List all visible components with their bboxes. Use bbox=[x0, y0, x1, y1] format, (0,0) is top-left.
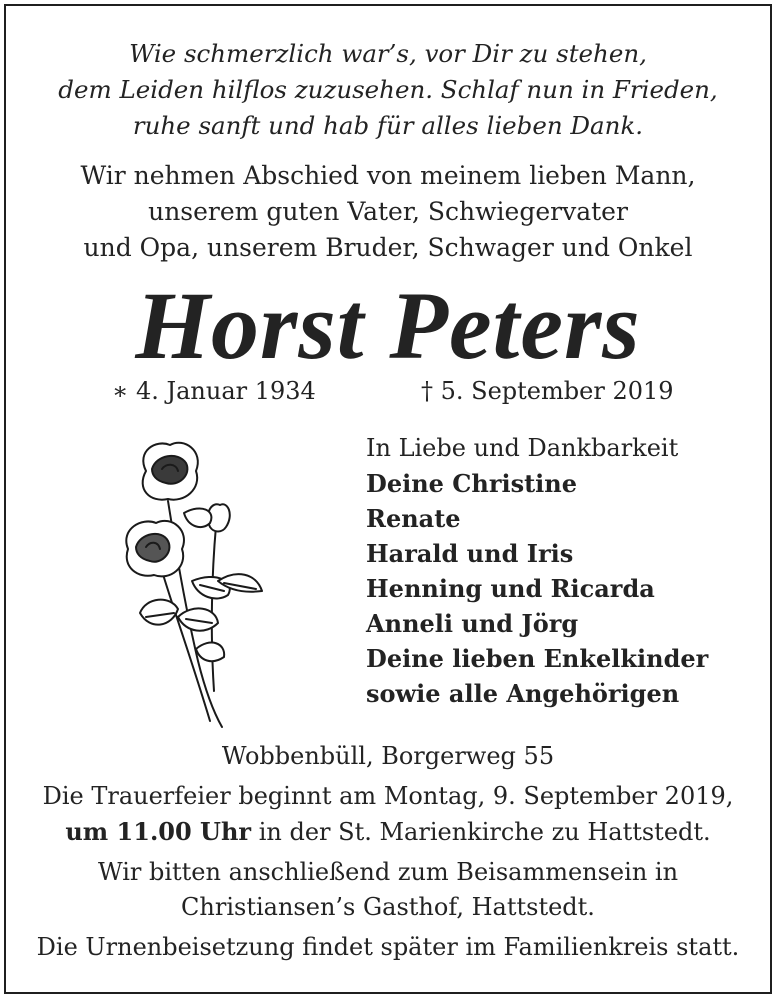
service-time: um 11.00 Uhr bbox=[65, 817, 252, 846]
service-location: in der St. Marienkirche zu Hattstedt. bbox=[251, 818, 711, 846]
mourner-name: Anneli und Jörg bbox=[366, 609, 579, 638]
poem-line: dem Leiden hilflos zuzusehen. Schlaf nun in Frieden, bbox=[58, 75, 718, 104]
service-line: Die Trauerfeier beginnt am Montag, 9. September 2019, bbox=[42, 781, 734, 810]
poem-line: ruhe sanft und hab für alles lieben Dank. bbox=[132, 111, 644, 140]
death-date: † 5. September 2019 bbox=[421, 377, 674, 405]
rose-illustration-icon bbox=[106, 431, 276, 731]
intro-line: Wir nehmen Abschied von meinem lieben Mann, bbox=[80, 161, 696, 190]
mourners-list bbox=[366, 431, 708, 711]
obituary-card bbox=[4, 4, 772, 994]
mourner-name: Harald und Iris bbox=[366, 539, 574, 568]
farewell-intro bbox=[6, 158, 770, 266]
mourner-name: Renate bbox=[366, 504, 461, 533]
gathering-line: Christiansen’s Gasthof, Hattstedt. bbox=[181, 893, 595, 921]
birth-date: ∗ 4. Januar 1934 bbox=[112, 377, 316, 405]
poem bbox=[6, 36, 770, 144]
address: Wobbenbüll, Borgerweg 55 bbox=[221, 742, 555, 770]
intro-line: unserem guten Vater, Schwiegervater bbox=[148, 197, 628, 226]
burial-note: Die Urnenbeisetzung findet später im Familienkreis statt. bbox=[36, 932, 740, 961]
mourner-name: sowie alle Angehörigen bbox=[366, 679, 680, 708]
mourner-name: Henning und Ricarda bbox=[366, 574, 655, 603]
service-line bbox=[6, 814, 770, 851]
gathering-line: Wir bitten anschließend zum Beisammensein in bbox=[97, 857, 679, 886]
mourner-name: Deine Christine bbox=[366, 469, 578, 498]
mourner-name: Deine lieben Enkelkinder bbox=[366, 644, 709, 673]
deceased-name: Horst Peters bbox=[135, 272, 641, 379]
service-details bbox=[6, 739, 770, 965]
mourners-heading: In Liebe und Dankbarkeit bbox=[366, 434, 679, 462]
poem-line: Wie schmerzlich war’s, vor Dir zu stehen, bbox=[129, 39, 647, 68]
intro-line: und Opa, unserem Bruder, Schwager und Onkel bbox=[83, 233, 693, 262]
